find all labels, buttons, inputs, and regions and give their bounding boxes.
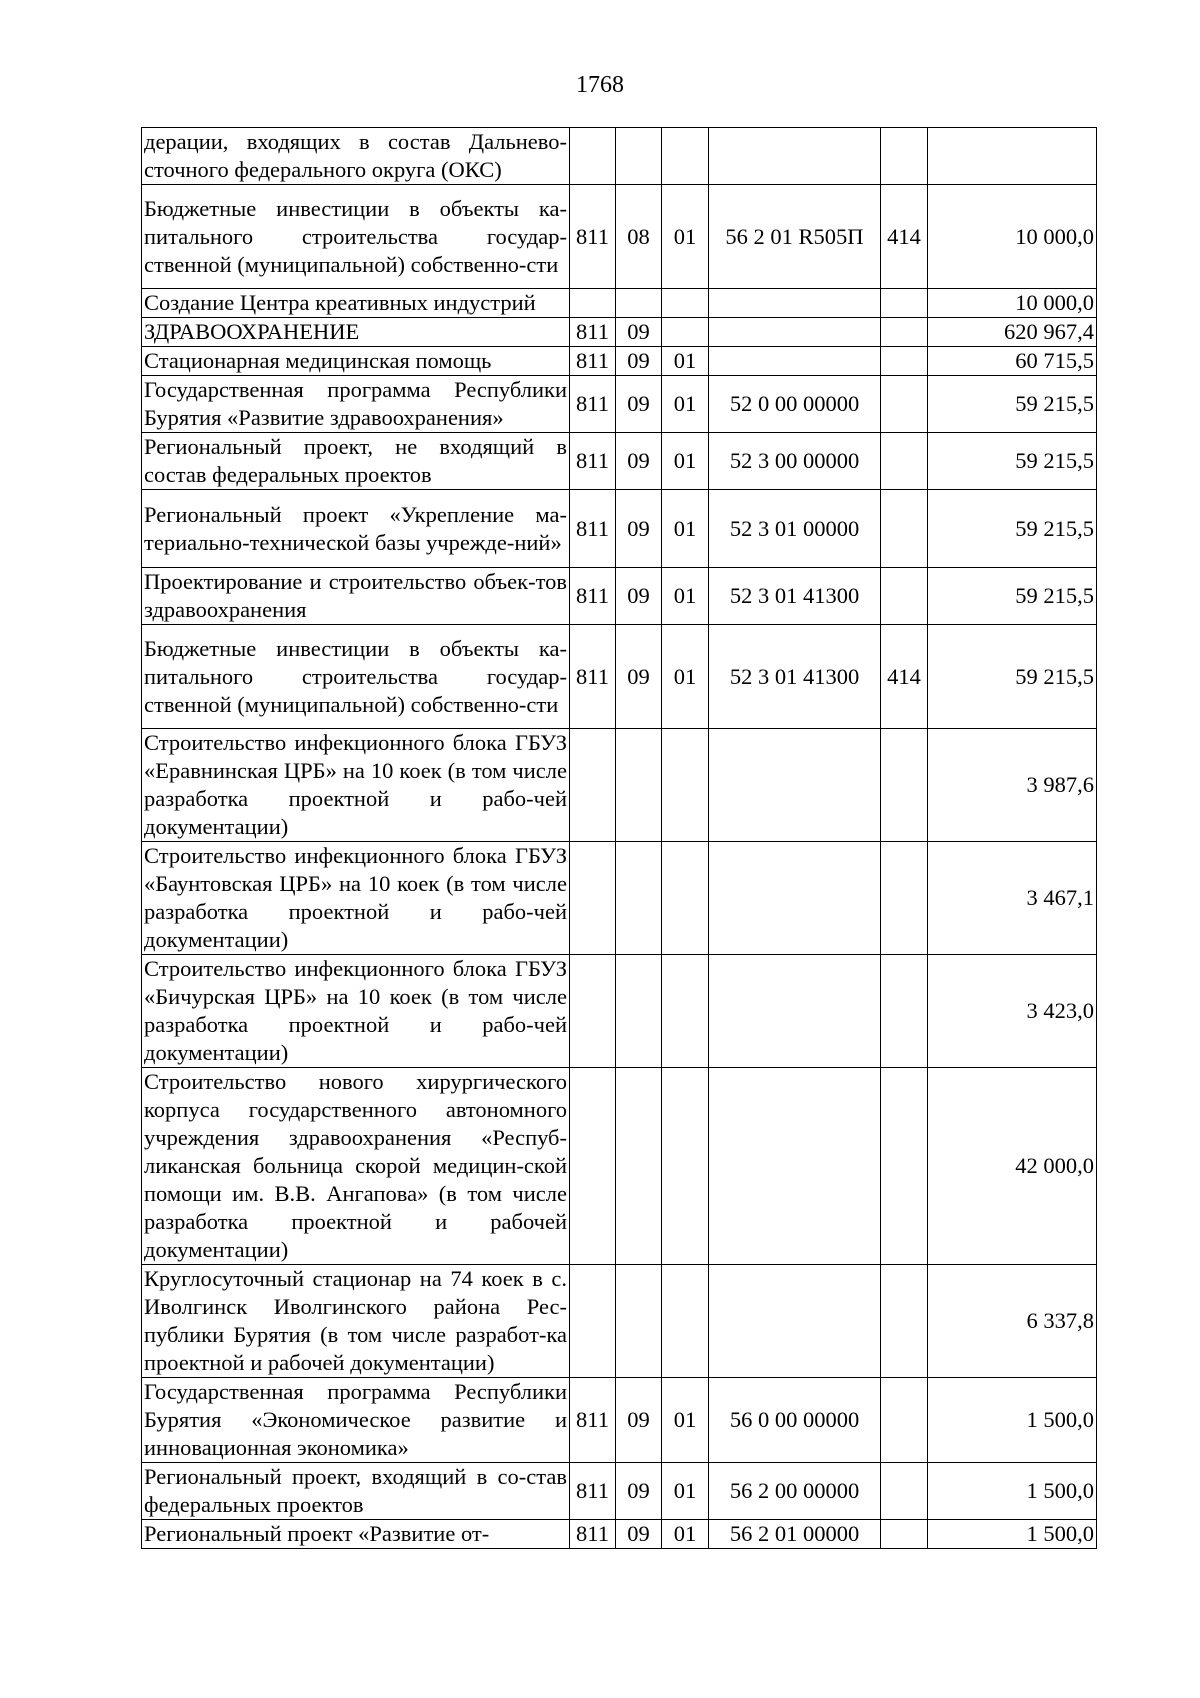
admin-code <box>570 729 616 842</box>
amount: 6 337,8 <box>928 1265 1097 1378</box>
section-code: 09 <box>616 568 662 625</box>
target-article: 52 3 00 00000 <box>709 433 881 490</box>
subsection-code: 01 <box>662 1378 709 1463</box>
target-article <box>709 955 881 1068</box>
target-article <box>709 1068 881 1265</box>
row-name: Бюджетные инвестиции в объекты ка-питального строительства государ-ственной (муниципальной) собственно-сти <box>142 625 570 729</box>
row-name: Строительство инфекционного блока ГБУЗ «Бичурская ЦРБ» на 10 коек (в том числе разработка проектной и рабо-чей документации) <box>142 955 570 1068</box>
admin-code: 811 <box>570 490 616 568</box>
expense-type <box>881 289 928 318</box>
target-article: 52 3 01 41300 <box>709 568 881 625</box>
table-row <box>142 842 1097 955</box>
amount: 3 467,1 <box>928 842 1097 955</box>
amount: 3 987,6 <box>928 729 1097 842</box>
row-name: Государственная программа Республики Бурятия «Экономическое развитие и инновационная экономика» <box>142 1378 570 1463</box>
section-code <box>616 128 662 185</box>
expense-type <box>881 1378 928 1463</box>
amount: 10 000,0 <box>928 289 1097 318</box>
amount: 59 215,5 <box>928 490 1097 568</box>
expense-type <box>881 1265 928 1378</box>
section-code <box>616 1265 662 1378</box>
target-article: 52 3 01 00000 <box>709 490 881 568</box>
expense-type <box>881 1463 928 1520</box>
row-name: Региональный проект, не входящий в состав федеральных проектов <box>142 433 570 490</box>
subsection-code: 01 <box>662 568 709 625</box>
admin-code <box>570 128 616 185</box>
expense-type <box>881 128 928 185</box>
row-name: Проектирование и строительство объек-тов здравоохранения <box>142 568 570 625</box>
budget-table <box>141 127 1097 1549</box>
amount: 1 500,0 <box>928 1520 1097 1549</box>
amount: 59 215,5 <box>928 625 1097 729</box>
row-name: Стационарная медицинская помощь <box>142 347 570 376</box>
row-name: Государственная программа Республики Бурятия «Развитие здравоохранения» <box>142 376 570 433</box>
subsection-code <box>662 1265 709 1378</box>
table-row <box>142 289 1097 318</box>
row-name: Круглосуточный стационар на 74 коек в с. Иволгинск Иволгинского района Рес-публики Бурятия (в том числе разработ-ка проектной и рабочей документации) <box>142 1265 570 1378</box>
section-code: 09 <box>616 490 662 568</box>
expense-type <box>881 1068 928 1265</box>
row-name: Региональный проект, входящий в со-став федеральных проектов <box>142 1463 570 1520</box>
subsection-code: 01 <box>662 433 709 490</box>
amount: 59 215,5 <box>928 568 1097 625</box>
target-article: 56 2 00 00000 <box>709 1463 881 1520</box>
amount: 1 500,0 <box>928 1378 1097 1463</box>
subsection-code <box>662 289 709 318</box>
row-name: дерации, входящих в состав Дальнево-сточного федерального округа (ОКС) <box>142 128 570 185</box>
section-code: 08 <box>616 185 662 289</box>
table-row <box>142 376 1097 433</box>
table-row <box>142 347 1097 376</box>
row-name: Создание Центра креативных индустрий <box>142 289 570 318</box>
subsection-code: 01 <box>662 1520 709 1549</box>
subsection-code <box>662 729 709 842</box>
row-name: Строительство инфекционного блока ГБУЗ «Еравнинская ЦРБ» на 10 коек (в том числе разработка проектной и рабо-чей документации) <box>142 729 570 842</box>
section-code: 09 <box>616 1378 662 1463</box>
subsection-code <box>662 955 709 1068</box>
target-article: 52 3 01 41300 <box>709 625 881 729</box>
row-name: Строительство инфекционного блока ГБУЗ «Баунтовская ЦРБ» на 10 коек (в том числе разработка проектной и рабо-чей документации) <box>142 842 570 955</box>
table-row <box>142 128 1097 185</box>
expense-type <box>881 568 928 625</box>
subsection-code: 01 <box>662 376 709 433</box>
subsection-code: 01 <box>662 347 709 376</box>
amount <box>928 128 1097 185</box>
section-code: 09 <box>616 318 662 347</box>
table-row <box>142 433 1097 490</box>
table-row <box>142 1378 1097 1463</box>
subsection-code <box>662 842 709 955</box>
amount: 620 967,4 <box>928 318 1097 347</box>
admin-code: 811 <box>570 376 616 433</box>
target-article <box>709 289 881 318</box>
amount: 59 215,5 <box>928 433 1097 490</box>
expense-type <box>881 955 928 1068</box>
expense-type: 414 <box>881 625 928 729</box>
admin-code <box>570 289 616 318</box>
target-article <box>709 347 881 376</box>
admin-code: 811 <box>570 318 616 347</box>
admin-code <box>570 1068 616 1265</box>
section-code: 09 <box>616 376 662 433</box>
expense-type <box>881 490 928 568</box>
admin-code: 811 <box>570 1520 616 1549</box>
admin-code: 811 <box>570 433 616 490</box>
table-row <box>142 185 1097 289</box>
subsection-code: 01 <box>662 185 709 289</box>
admin-code: 811 <box>570 1378 616 1463</box>
admin-code: 811 <box>570 347 616 376</box>
expense-type <box>881 376 928 433</box>
expense-type: 414 <box>881 185 928 289</box>
amount: 42 000,0 <box>928 1068 1097 1265</box>
admin-code <box>570 955 616 1068</box>
target-article <box>709 1265 881 1378</box>
section-code <box>616 955 662 1068</box>
amount: 3 423,0 <box>928 955 1097 1068</box>
subsection-code: 01 <box>662 1463 709 1520</box>
amount: 60 715,5 <box>928 347 1097 376</box>
expense-type <box>881 842 928 955</box>
section-code: 09 <box>616 625 662 729</box>
table-row <box>142 1463 1097 1520</box>
table-row <box>142 568 1097 625</box>
table-row <box>142 729 1097 842</box>
admin-code <box>570 1265 616 1378</box>
subsection-code: 01 <box>662 625 709 729</box>
table-row <box>142 490 1097 568</box>
subsection-code: 01 <box>662 490 709 568</box>
expense-type <box>881 318 928 347</box>
expense-type <box>881 1520 928 1549</box>
row-name: Строительство нового хирургического корпуса государственного автономного учреждения здравоохранения «Респуб-ликанская больница скорой медицин-ской помощи им. В.В. Ангапова» (в том числе разработка проектной и рабочей документации) <box>142 1068 570 1265</box>
row-name: Региональный проект «Развитие от- <box>142 1520 570 1549</box>
row-name: Региональный проект «Укрепление ма-териально-технической базы учрежде-ний» <box>142 490 570 568</box>
target-article: 56 2 01 R505П <box>709 185 881 289</box>
target-article <box>709 128 881 185</box>
row-name: ЗДРАВООХРАНЕНИЕ <box>142 318 570 347</box>
section-code <box>616 729 662 842</box>
subsection-code <box>662 318 709 347</box>
admin-code: 811 <box>570 625 616 729</box>
table-row <box>142 318 1097 347</box>
target-article: 56 2 01 00000 <box>709 1520 881 1549</box>
row-name: Бюджетные инвестиции в объекты ка-питального строительства государ-ственной (муниципальной) собственно-сти <box>142 185 570 289</box>
target-article <box>709 729 881 842</box>
target-article <box>709 318 881 347</box>
target-article <box>709 842 881 955</box>
amount: 10 000,0 <box>928 185 1097 289</box>
expense-type <box>881 729 928 842</box>
section-code <box>616 842 662 955</box>
expense-type <box>881 433 928 490</box>
table-row <box>142 955 1097 1068</box>
target-article: 56 0 00 00000 <box>709 1378 881 1463</box>
table-row <box>142 1068 1097 1265</box>
subsection-code <box>662 1068 709 1265</box>
section-code: 09 <box>616 433 662 490</box>
budget-table-body <box>142 128 1097 1549</box>
section-code: 09 <box>616 1520 662 1549</box>
admin-code: 811 <box>570 568 616 625</box>
admin-code <box>570 842 616 955</box>
subsection-code <box>662 128 709 185</box>
target-article: 52 0 00 00000 <box>709 376 881 433</box>
table-row <box>142 625 1097 729</box>
expense-type <box>881 347 928 376</box>
section-code: 09 <box>616 1463 662 1520</box>
table-row <box>142 1265 1097 1378</box>
section-code <box>616 1068 662 1265</box>
admin-code: 811 <box>570 185 616 289</box>
amount: 59 215,5 <box>928 376 1097 433</box>
admin-code: 811 <box>570 1463 616 1520</box>
amount: 1 500,0 <box>928 1463 1097 1520</box>
page-number: 1768 <box>576 72 624 98</box>
table-row <box>142 1520 1097 1549</box>
section-code: 09 <box>616 347 662 376</box>
section-code <box>616 289 662 318</box>
